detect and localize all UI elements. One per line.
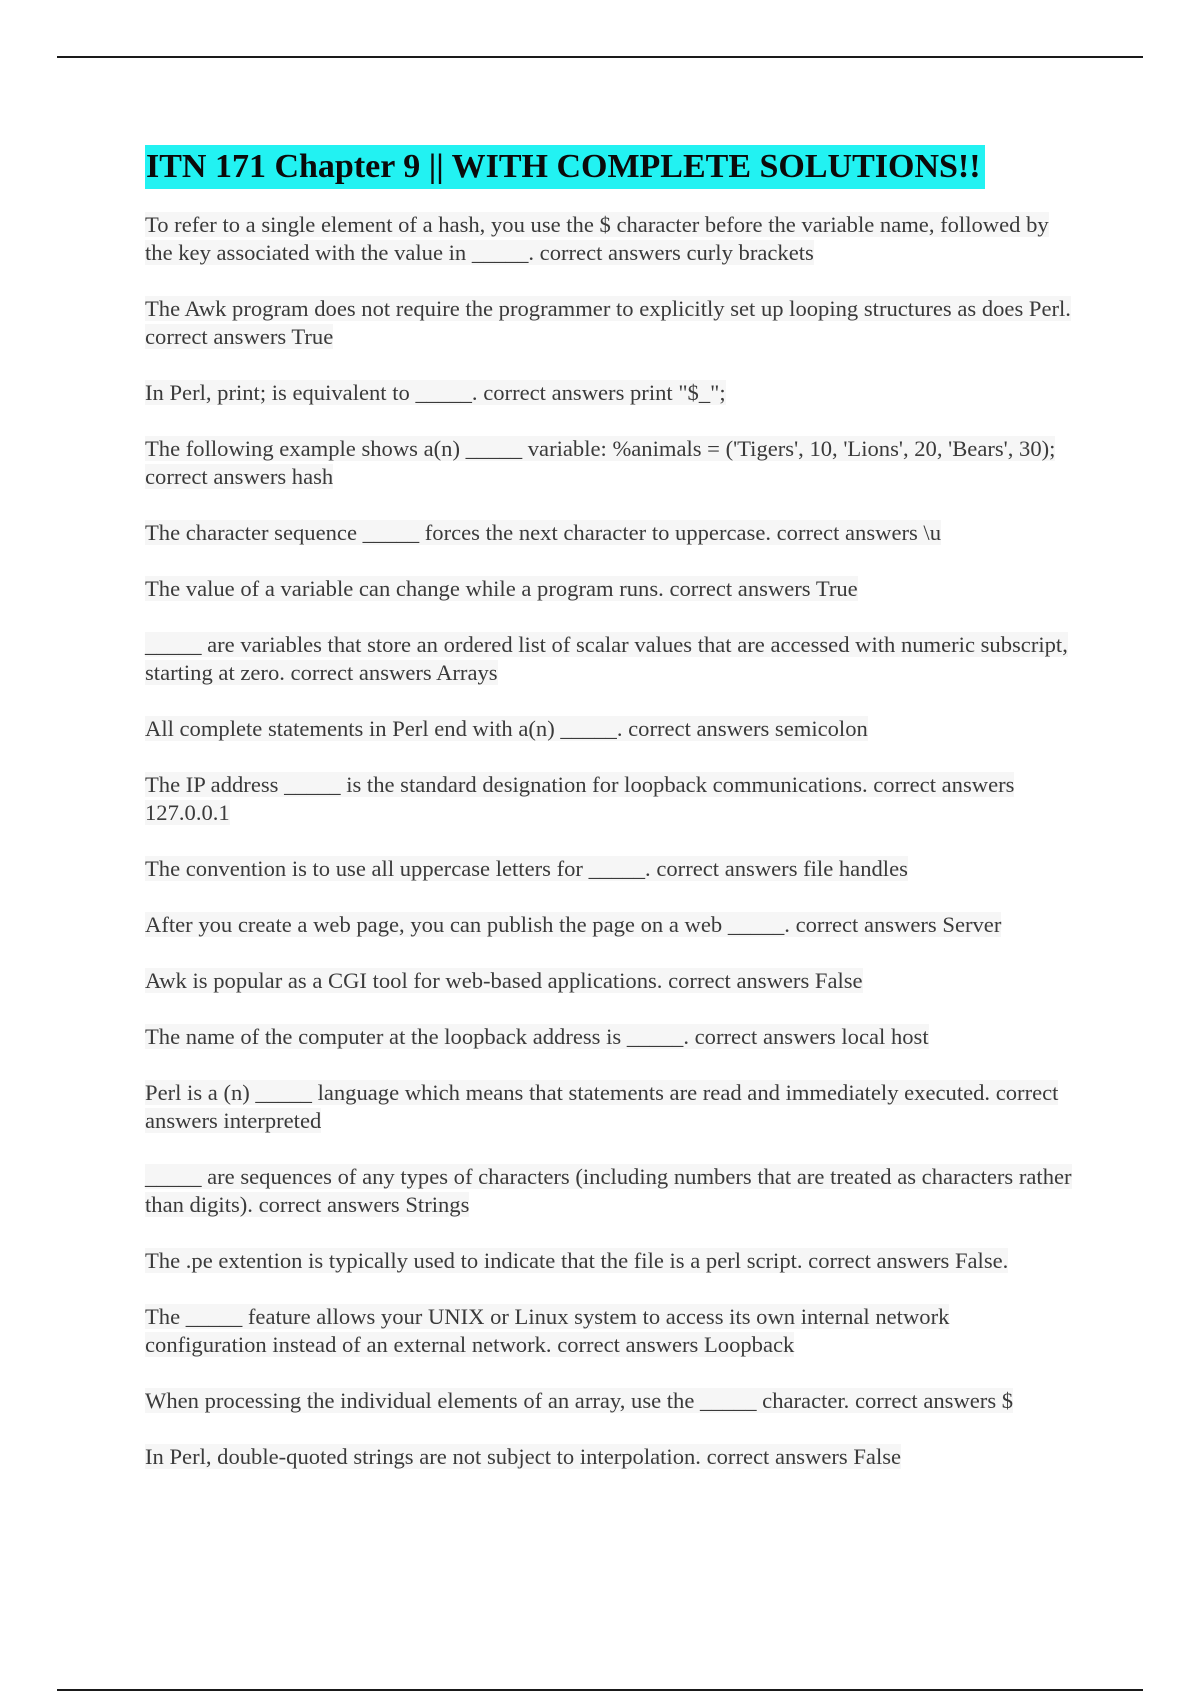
qa-item: In Perl, print; is equivalent to _____. correct answers print "$_";	[145, 380, 726, 405]
qa-item: All complete statements in Perl end with a(n) _____. correct answers semicolon	[145, 716, 868, 741]
qa-item: In Perl, double-quoted strings are not subject to interpolation. correct answers False	[145, 1444, 902, 1469]
qa-item: The .pe extention is typically used to indicate that the file is a perl script. correct answers False.	[145, 1248, 1009, 1273]
qa-item: _____ are sequences of any types of characters (including numbers that are treated as characters rather than digits). correct answers Strings	[145, 1164, 1072, 1217]
qa-item: _____ are variables that store an ordered list of scalar values that are accessed with numeric subscript, starting at zero. correct answers Arrays	[145, 632, 1068, 685]
document-body	[145, 145, 1075, 1499]
qa-item: Perl is a (n) _____ language which means that statements are read and immediately executed. correct answers interpreted	[145, 1080, 1059, 1133]
qa-item: The Awk program does not require the programmer to explicitly set up looping structures as does Perl. correct answers True	[145, 296, 1071, 349]
qa-item: When processing the individual elements of an array, use the _____ character. correct answers $	[145, 1388, 1014, 1413]
document-title: ITN 171 Chapter 9 || WITH COMPLETE SOLUTIONS!!	[145, 145, 985, 189]
qa-item: The following example shows a(n) _____ variable: %animals = ('Tigers', 10, 'Lions', 20, 'Bears', 30); correct answers hash	[145, 436, 1056, 489]
footer-rule	[57, 1689, 1143, 1691]
qa-item: The character sequence _____ forces the next character to uppercase. correct answers \u	[145, 520, 942, 545]
qa-item: The IP address _____ is the standard designation for loopback communications. correct answers 127.0.0.1	[145, 772, 1015, 825]
qa-item: To refer to a single element of a hash, you use the $ character before the variable name, followed by the key associated with the value in _____. correct answers curly brackets	[145, 212, 1049, 265]
qa-item: The convention is to use all uppercase letters for _____. correct answers file handles	[145, 856, 908, 881]
qa-list	[145, 211, 1075, 1471]
qa-item: Awk is popular as a CGI tool for web-based applications. correct answers False	[145, 968, 863, 993]
qa-item: The name of the computer at the loopback address is _____. correct answers local host	[145, 1024, 929, 1049]
header-rule	[57, 56, 1143, 58]
qa-item: The _____ feature allows your UNIX or Linux system to access its own internal network configuration instead of an external network. correct answers Loopback	[145, 1304, 950, 1357]
qa-item: The value of a variable can change while a program runs. correct answers True	[145, 576, 858, 601]
qa-item: After you create a web page, you can publish the page on a web _____. correct answers Server	[145, 912, 1002, 937]
